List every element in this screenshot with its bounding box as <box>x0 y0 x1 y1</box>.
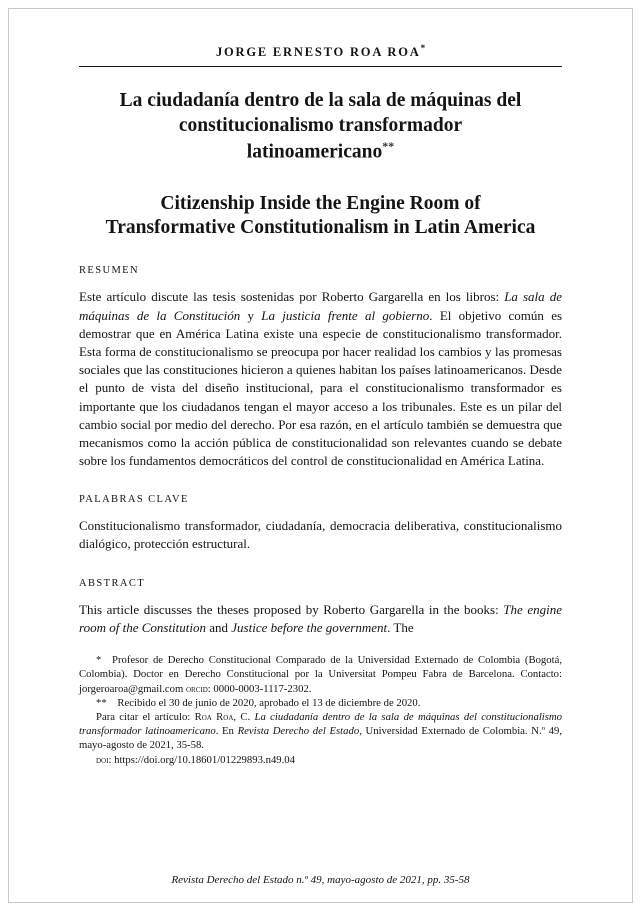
title-footnote-marker: ** <box>382 139 395 154</box>
section-heading-resumen: RESUMEN <box>79 265 139 277</box>
footnote-citation: Para citar el artículo: Roa Roa, C. La ciudadanía dentro de la sala de máquinas del constitucionalismo transformador latinoamericano. En Revista Derecho del Estado, Universidad Externado de Colombia. N.º 49, mayo-agosto de 2021, 35-58. <box>79 710 563 752</box>
section-heading-palabras-clave: PALABRAS CLAVE <box>79 494 189 506</box>
abstract-paragraph: This article discusses the theses proposed by Roberto Gargarella in the books: The engine room of the Constitution and Justice before the government. The <box>79 601 563 635</box>
footnote-received-dates: ** Recibido el 30 de junio de 2020, aprobado el 13 de diciembre de 2020. <box>96 696 421 709</box>
section-heading-abstract: ABSTRACT <box>79 577 146 589</box>
article-title-english: Citizenship Inside the Engine Room of Transformative Constitutionalism in Latin America <box>105 192 536 239</box>
journal-footer: Revista Derecho del Estado n.º 49, mayo-agosto de 2021, pp. 35-58 <box>171 874 470 886</box>
keywords-paragraph: Constitucionalismo transformador, ciudadanía, democracia deliberativa, constitucionalismo dialógico, protección estructural. <box>79 518 562 552</box>
footnote-doi: doi: https://doi.org/10.18601/01229893.n49.04 <box>96 753 295 766</box>
author-name <box>79 43 562 60</box>
header-rule <box>79 66 562 67</box>
footnotes-block <box>79 653 562 767</box>
article-title-spanish <box>105 89 537 165</box>
article-title-spanish-text: La ciudadanía dentro de la sala de máquinas del constitucionalismo transformador latinoamericano <box>119 90 522 163</box>
footnote-author-affiliation: * Profesor de Derecho Constitucional Comparado de la Universidad Externado de Colombia (Bogotá, Colombia). Doctor en Derecho Constitucional por la Universitat Pompeu Fabra de Barcelona. Contacto: jorgeroaroa@gmail.com orcid: 0000-0003-1117-2302. <box>79 654 562 695</box>
paper-page <box>8 8 633 903</box>
author-footnote-marker: * <box>420 43 426 53</box>
author-name-text: JORGE ERNESTO ROA ROA <box>215 45 421 60</box>
resumen-paragraph: Este artículo discute las tesis sostenidas por Roberto Gargarella en los libros: La sala de máquinas de la Constitución y La justicia frente al gobierno. El objetivo común es demostrar que en América Latina existe una especie de constitucionalismo transformador. Esta forma de constitucionalismo se preocupa por hacer realidad los cambios y las promesas sociales que las constituciones hicieron a quienes habitan los países latinoamericanos. Desde el punto de vista del diseño institucional, para el constitucionalismo transformador es importante que los ciudadanos tengan el mayor acceso a los tribunales. Este es un pilar del cambio social por medio del derecho. Por esa razón, en el artículo también se demuestra que mecanismos como la acción pública de constitucionalidad son relevantes cuando se debate sobre los fundamentos democráticos del control de constitucionalidad en América Latina. <box>79 289 563 469</box>
